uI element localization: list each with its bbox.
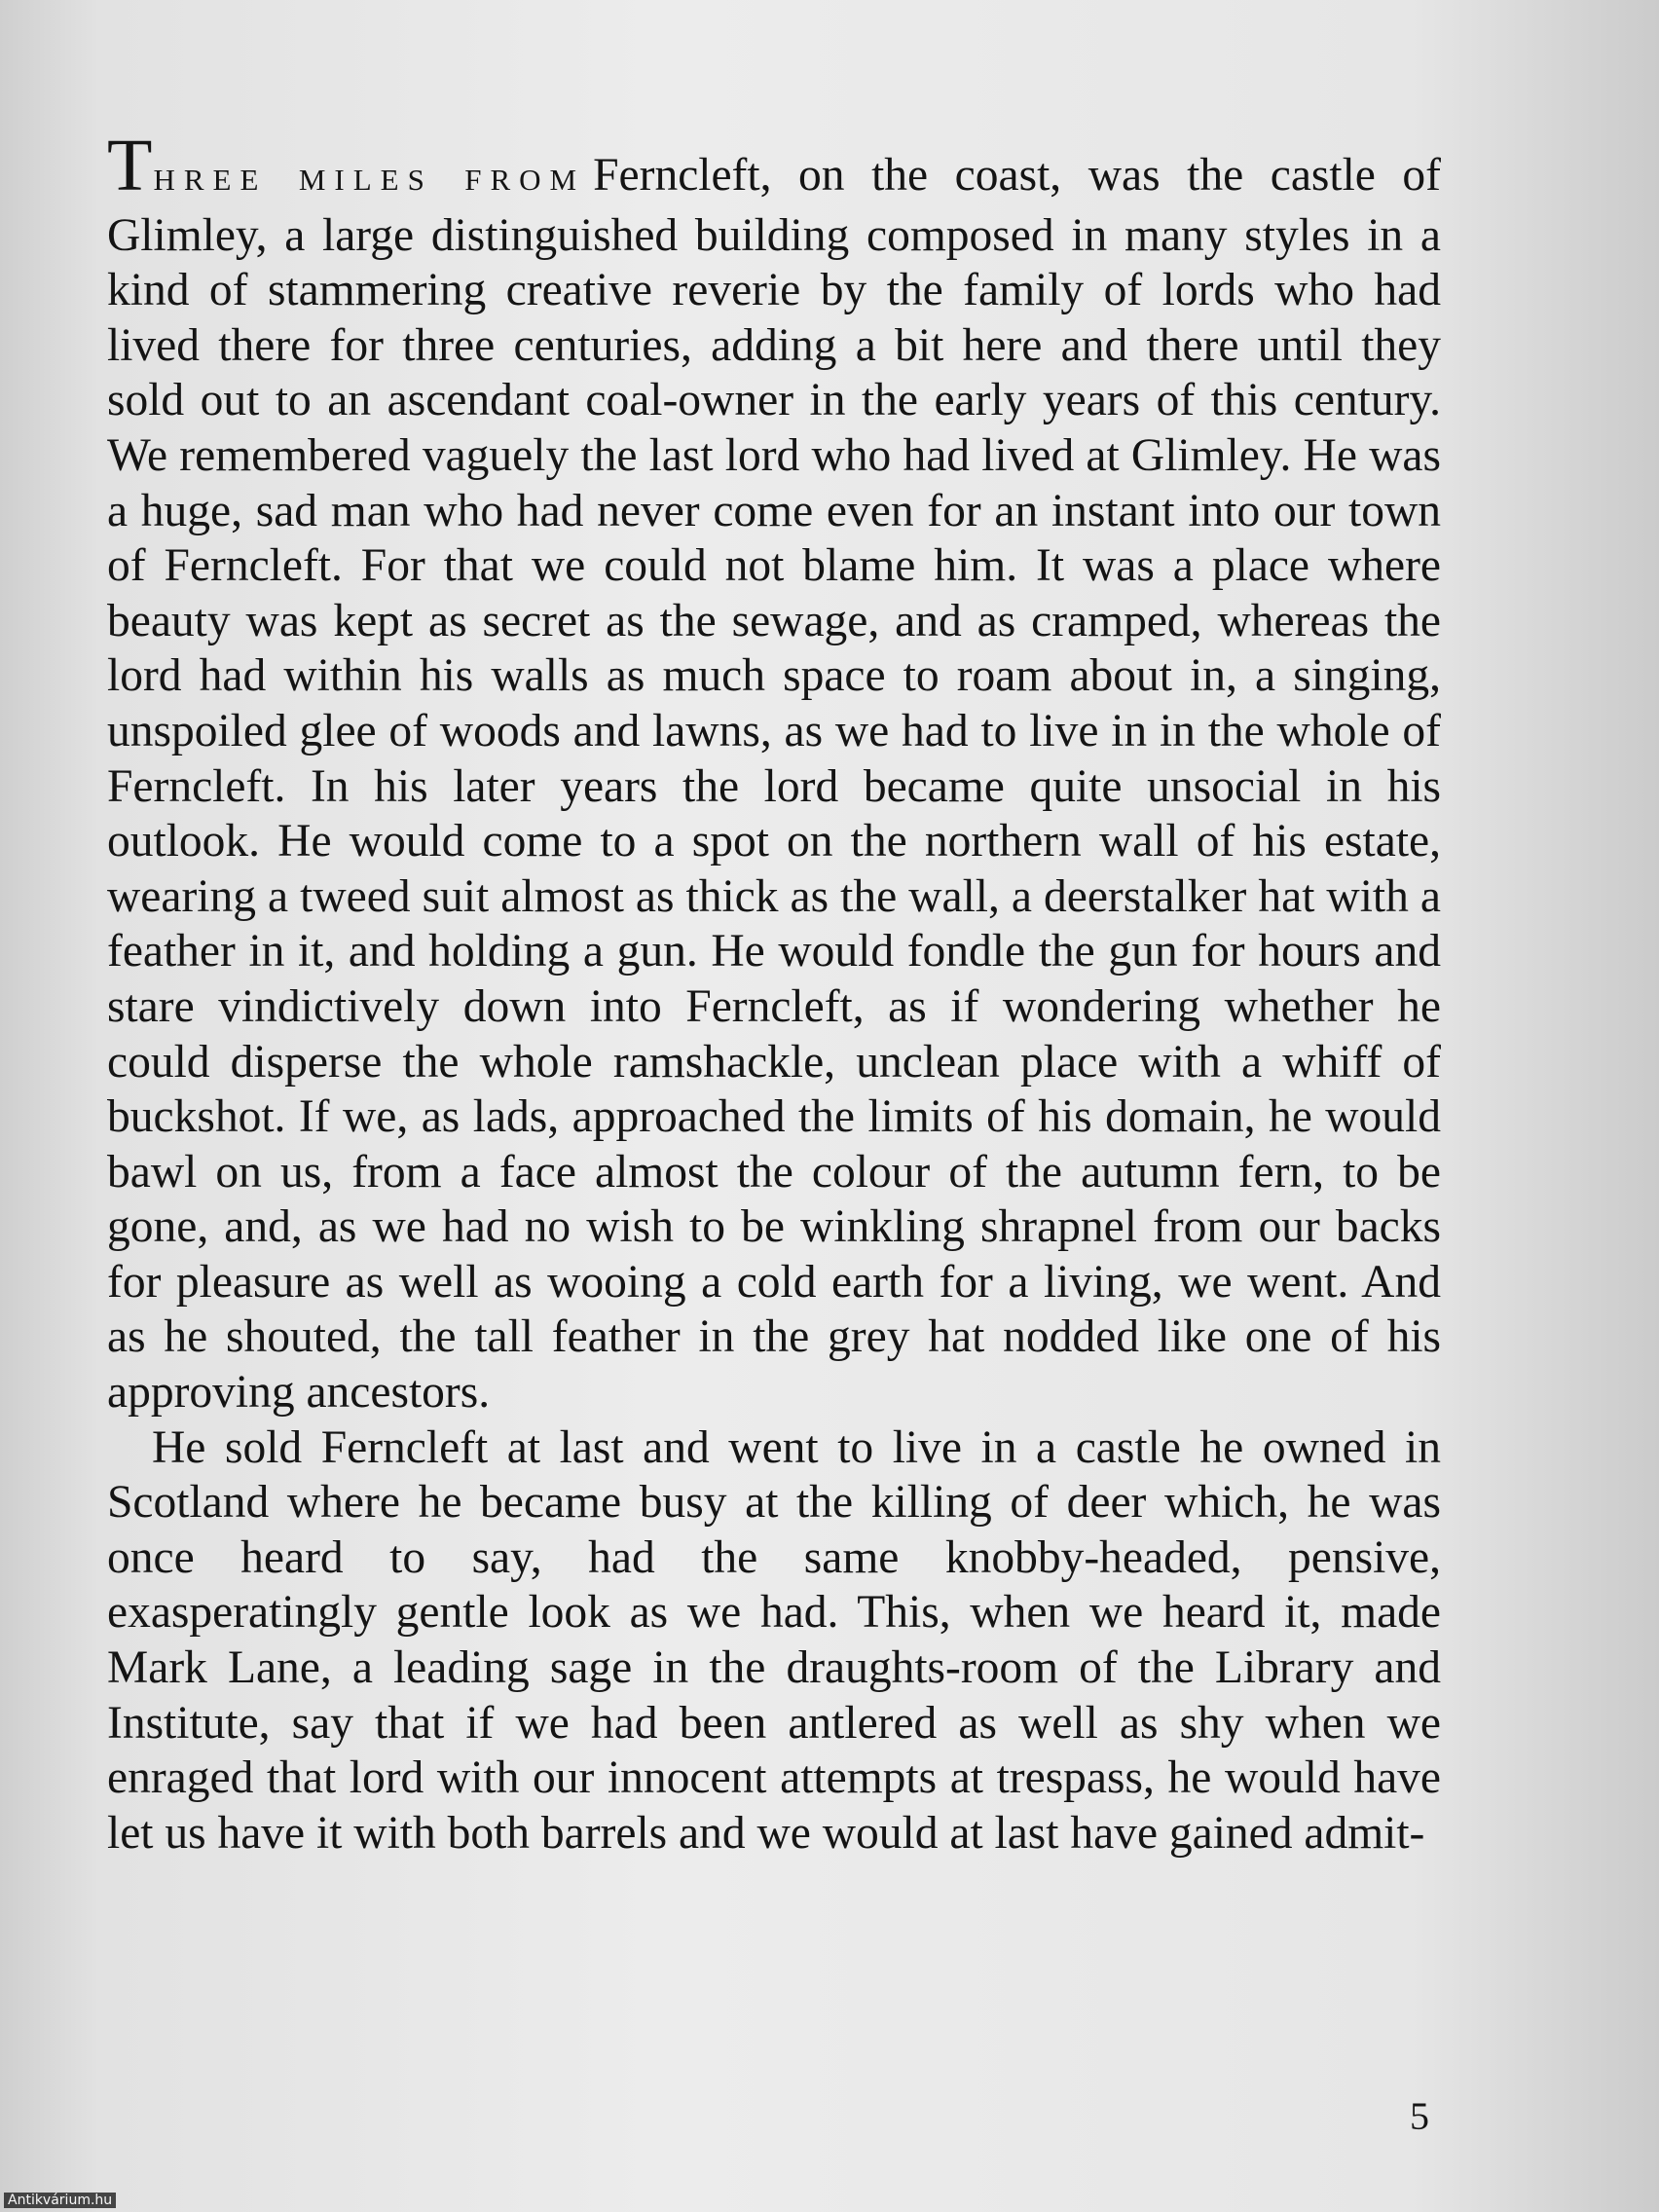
drop-cap: T xyxy=(107,125,154,206)
paragraph-2: He sold Ferncleft at last and went to live in a castle he owned in Scotland where he became busy at the killing of deer which, he was once heard to say, had the same knobby-headed, pensive, exasperatingly gentle look as we had. This, when we heard it, made Mark Lane, a leading sage in the draughts-room of the Library and Institute, say that if we had been antlered as well as shy when we enraged that lord with our innocent attempts at trespass, he would have let us have it with both barrels and we would at last have gained admit- xyxy=(107,1421,1441,1859)
opening-small-caps: HREE MILES FROM xyxy=(153,163,586,197)
watermark: Antikvárium.hu xyxy=(4,2193,116,2208)
paragraph-1-text: Ferncleft, on the coast, was the castle of Glimley, a large distinguished building composed in many styles in a kind of stammering creative reverie by the family of lords who had lived there for three centuries, adding a bit here and there until they sold out to an ascendant coal-owner in the early years of this century. We remembered vaguely the last lord who had lived at Glimley. He was a huge, sad man who had never come even for an instant into our town of Ferncleft. For that we could not blame him. It was a place where beauty was kept as secret as the sewage, and as cramped, whereas the lord had within his walls as much space to roam about in, a singing, unspoiled glee of woods and lawns, as we had to live in in the whole of Ferncleft. In his later years the lord became quite unsocial in his outlook. He would come to a spot on the northern wall of his estate, wearing a tweed suit almost as thick as the wall, a deerstalker hat with a feather in it, and holding a gun. He would fondle the gun for hours and stare vindictively down into Ferncleft, as if wondering whether he could disperse the whole ramshackle, unclean place with a whiff of buckshot. If we, as lads, approached the limits of his domain, he would bawl on us, from a face almost the colour of the autumn fern, to be gone, and, as we had no wish to be winkling shrapnel from our backs for pleasure as well as wooing a cold earth for a living, we went. And as he shouted, the tall feather in the grey hat nodded like one of his approving ancestors. xyxy=(107,150,1441,1419)
page-number: 5 xyxy=(1410,2094,1429,2138)
book-page xyxy=(107,125,1441,2093)
paragraph-1 xyxy=(107,125,1441,1420)
